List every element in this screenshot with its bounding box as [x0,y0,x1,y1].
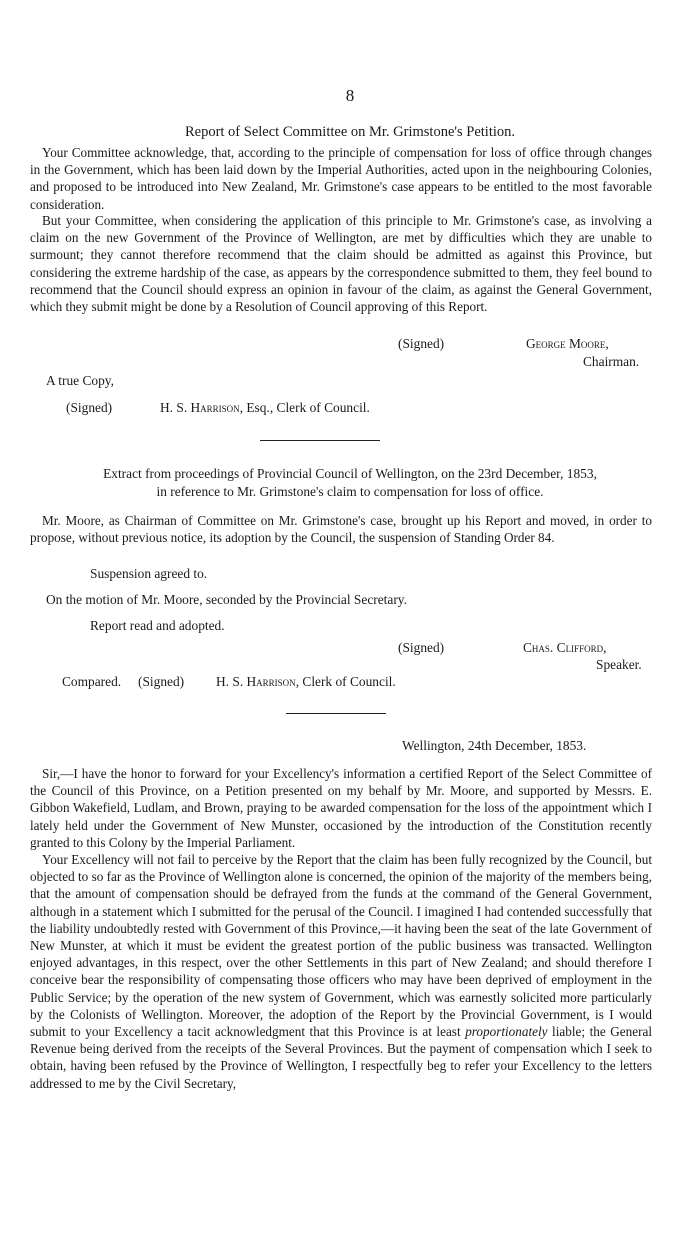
report-paragraph-1: Your Committee acknowledge, that, according to the principle of compensation for loss of office through changes in the Government, which has been laid down by the Imperial Authorities, acted upon in the neighbouring Colonies, and proposed to be introduced into New Zealand, Mr. Grimstone's case appears to be entitled to the most favorable consideration. [30,145,652,212]
compared-signed-label: (Signed) [138,674,185,689]
attest-line [160,400,370,416]
attest-signed-label: (Signed) [66,400,113,415]
extract-paragraph-1: Mr. Moore, as Chairman of Committee on Mr. Grimstone's case, brought up his Report and moved, in order to propose, without previous notice, its adoption by the Council, the suspension of Standing Order 84. [30,513,652,546]
letter-paragraph-2-part-b: liable; the General Revenue being derived from the receipts of the Several Provinces. But the payment of compensation which I seek to obtain, having been refused by the Province of Wellington, I respectfully beg to refer your Excellency to the letters addressed to me by the Civil Secretary, [30,1024,653,1091]
report-paragraph-2: But your Committee, when considering the application of this principle to Mr. Grimstone's case, as involving a claim on the new Government of the Province of Wellington, are met by difficulties which they are unable to surmount; they cannot therefore recommend that the claim should be admitted as against this Province, but considering the extreme hardship of the case, as appears by the correspondence submitted to them, they feel bound to recommend that the Council should express an opinion in favour of the claim, as against the General Government, which they submit might be done by a Resolution of Council approving of this Report. [30,213,652,315]
report-signer-name: George Moore, [526,336,609,351]
extract-heading-line-1: Extract from proceedings of Provincial Council of Wellington, on the 23rd December, 1853, [103,466,597,481]
extract-signer-title: Speaker. [596,657,642,672]
letter-dateline: Wellington, 24th December, 1853. [402,738,587,753]
page-number: 8 [345,86,355,105]
divider-2 [286,713,386,714]
letter-paragraph-2-emphasis: proportionately [465,1024,548,1040]
letter-paragraph-2-part-a: Your Excellency will not fail to perceive by the Report that the claim has been fully recognized by the Council, but objected to so far as the Province of Wellington alone is concerned, the opinion of the majority of the members being, that the amount of compensation should be defrayed from the funds at the command of the General Government, although in a statement which I submitted for the perusal of the Council. I imagined I had contended successfully that the liability undoubtedly rested with Government of this Province,—it having been the seat of the late Government of New Munster, at which it must be evident the greatest portion of the public business was transacted. Wellington enjoyed advantages, in this respect, over the other Settlements in this part of New Zealand; and should therefore I conceive bear the responsibility of compensating those officers who may have been deprived of employment in the Public Service; by the operation of the new system of Government, which was earnestly solicited more particularly by the Colonists of Wellington. Moreover, the adoption of the Report by the Provincial Government, is I would submit to your Excellency a tacit acknowledgment that this Province is at least [30,852,652,1040]
suspension-line: Suspension agreed to. [90,566,208,581]
report-title: Report of Select Committee on Mr. Grimstone's Petition. [184,124,516,140]
true-copy-label: A true Copy, [46,373,114,388]
extract-heading-line-2: in reference to Mr. Grimstone's claim to compensation for loss of office. [156,484,544,499]
letter-paragraph-1: Sir,—I have the honor to forward for your Excellency's information a certified Report of the Select Committee of the Council of this Province, on a Petition presented on my behalf by Mr. Moore, and supported by Messrs. E. Gibbon Wakefield, Ludlam, and Brown, praying to be awarded compensation for the loss of the appointment which I lately held under the Government of New Munster, occasioned by the introduction of the Constitution recently granted to this Colony by the Imperial Parliament. [30,766,652,850]
extract-signer-name: Chas. Clifford, [523,640,607,655]
compared-rest: , Clerk of Council. [295,674,396,689]
extract-signed-label: (Signed) [398,640,445,655]
compared-name: H. S. Harrison [216,674,296,689]
motion-line: On the motion of Mr. Moore, seconded by the Provincial Secretary. [46,592,407,607]
divider-1 [260,440,380,441]
extract-heading [0,465,700,501]
compared-attest [216,674,396,690]
letter-paragraph-2 [30,851,652,1092]
report-read-line: Report read and adopted. [90,618,225,633]
compared-label: Compared. [62,674,122,689]
attest-name: H. S. Harrison [160,400,240,415]
attest-rest: , Esq., Clerk of Council. [239,400,370,415]
report-signed-label: (Signed) [398,336,445,351]
report-signer-title: Chairman. [583,354,640,369]
